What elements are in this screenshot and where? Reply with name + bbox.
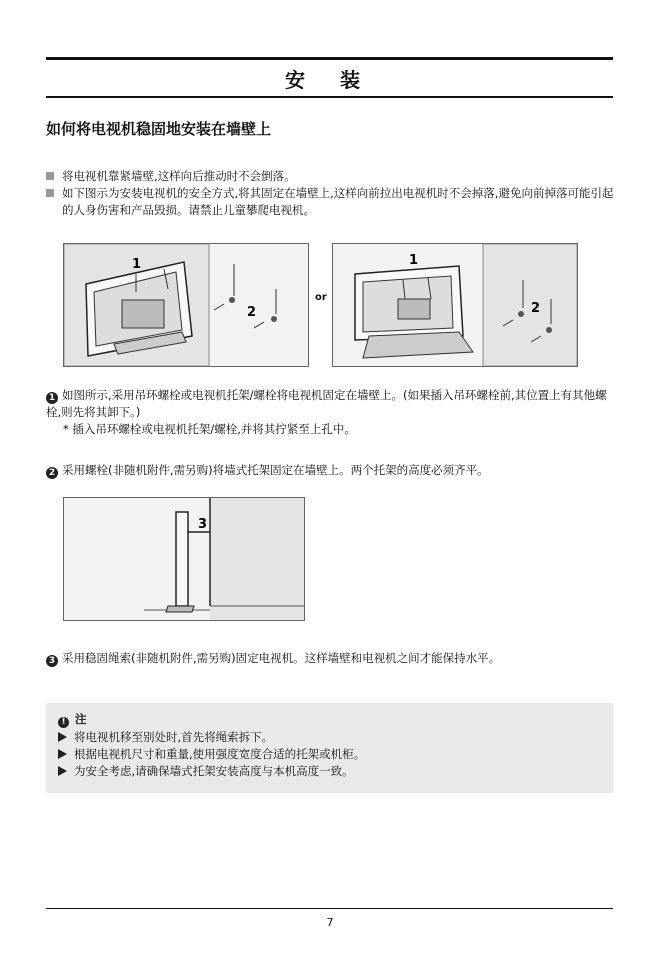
bullet-text: 将电视机靠紧墙壁,这样向后推动时不会倒落。 bbox=[62, 169, 296, 183]
figure-label-2: 2 bbox=[531, 301, 541, 316]
figure-label-1: 1 bbox=[409, 253, 419, 268]
note-item-text: 将电视机移至别处时,首先将绳索拆下。 bbox=[74, 730, 274, 744]
list-item bbox=[46, 185, 616, 219]
step-text: 如图所示,采用吊环螺栓或电视机托架/螺栓将电视机固定在墙壁上。(如果插入吊环螺栓前,其位置上有其他螺栓,则先将其卸下。) bbox=[46, 388, 607, 419]
step-subnote: * 插入吊环螺栓或电视机托架/螺栓,并将其拧紧至上孔中。 bbox=[63, 422, 356, 436]
info-icon: ! bbox=[58, 717, 69, 728]
step-3 bbox=[46, 650, 621, 667]
section-heading: 如何将电视机稳固地安装在墙壁上 bbox=[46, 120, 272, 138]
square-bullet-icon bbox=[46, 172, 54, 180]
page-title: 安 装 bbox=[285, 68, 374, 92]
list-item bbox=[46, 168, 616, 185]
note-list bbox=[58, 729, 365, 780]
figure-label-1: 1 bbox=[132, 257, 142, 272]
note-heading bbox=[58, 711, 87, 728]
figure-label-2: 2 bbox=[247, 305, 257, 320]
bullet-text: 如下图示为安装电视机的安全方式,将其固定在墙壁上,这样向前拉出电视机时不会掉落,避免向前掉落可能引起的人身伤害和产品毁损。请禁止儿童攀爬电视机。 bbox=[62, 186, 614, 217]
triangle-bullet-icon bbox=[58, 732, 67, 742]
list-item bbox=[58, 729, 365, 746]
triangle-bullet-icon bbox=[58, 749, 67, 759]
title-underline bbox=[46, 96, 613, 98]
figure-wall-mount-left bbox=[63, 243, 309, 367]
square-bullet-icon bbox=[46, 189, 54, 197]
tv-stand-illustration bbox=[333, 244, 577, 366]
tv-side-illustration bbox=[64, 498, 304, 620]
top-rule-thick bbox=[46, 57, 613, 60]
note-item-text: 为安全考虑,请确保墙式托架安装高度与本机高度一致。 bbox=[74, 764, 354, 778]
step-text: 采用螺栓(非随机附件,需另购)将墙式托架固定在墙壁上。两个托架的高度必须齐平。 bbox=[62, 463, 489, 477]
figure-side-view bbox=[63, 497, 305, 621]
list-item bbox=[58, 763, 365, 780]
step-text: 采用稳固绳索(非随机附件,需另购)固定电视机。这样墙壁和电视机之间才能保持水平。 bbox=[62, 651, 501, 665]
step-2 bbox=[46, 462, 621, 479]
step-number-badge: 2 bbox=[46, 467, 58, 479]
step-1 bbox=[46, 387, 621, 438]
tv-rear-illustration bbox=[64, 244, 308, 366]
note-box bbox=[46, 703, 613, 793]
figure-wall-mount-right bbox=[332, 243, 578, 367]
or-label: or bbox=[315, 292, 327, 303]
note-item-text: 根据电视机尺寸和重量,使用强度宽度合适的托架或机柜。 bbox=[74, 747, 366, 761]
page-number: 7 bbox=[326, 916, 334, 929]
footer-rule bbox=[46, 908, 613, 909]
triangle-bullet-icon bbox=[58, 766, 67, 776]
step-number-badge: 1 bbox=[46, 392, 58, 404]
step-number-badge: 3 bbox=[46, 655, 58, 667]
figure-label-3: 3 bbox=[198, 517, 208, 532]
list-item bbox=[58, 746, 365, 763]
note-title: 注 bbox=[75, 712, 87, 726]
intro-bullets bbox=[46, 168, 616, 219]
